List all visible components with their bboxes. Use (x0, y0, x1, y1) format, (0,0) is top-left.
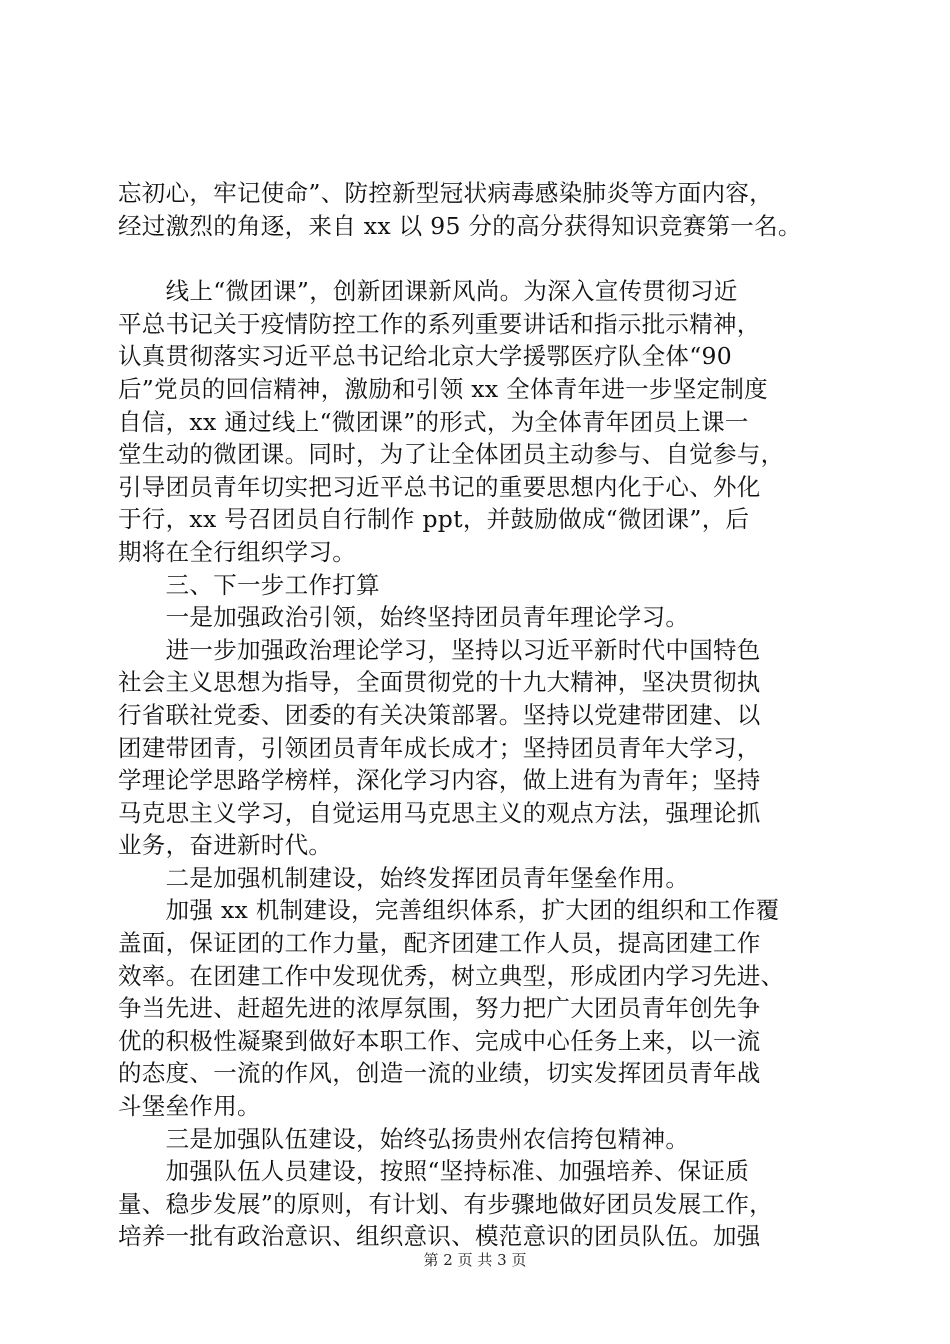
text-line: 加强 xx 机制建设，完善组织体系，扩大团的组织和工作覆 (118, 896, 780, 925)
text-line: 自信，xx 通过线上“微团课”的形式，为全体青年团员上课一 (118, 407, 749, 436)
text-line: 学理论学思路学榜样，深化学习内容，做上进有为青年；坚持 (118, 766, 761, 795)
text-line: 行省联社党委、团委的有关决策部署。坚持以党建带团建、以 (118, 700, 761, 729)
text-line: 后”党员的回信精神，激励和引领 xx 全体青年进一步坚定制度 (118, 374, 768, 403)
paragraph (118, 1123, 838, 1156)
text-line: 于行，xx 号召团员自行制作 ppt，并鼓励做成“微团课”，后 (118, 505, 750, 534)
paragraph (118, 1155, 838, 1253)
text-line: 三、下一步工作打算 (118, 570, 380, 599)
paragraph (118, 634, 838, 862)
paragraph (118, 569, 838, 602)
text-line: 进一步加强政治理论学习，坚持以习近平新时代中国特色 (118, 635, 761, 664)
text-line: 效率。在团建工作中发现优秀，树立典型，形成团内学习先进、 (118, 961, 785, 990)
text-line: 培养一批有政治意识、组织意识、模范意识的团员队伍。加强 (118, 1222, 761, 1251)
text-line: 线上“微团课”，创新团课新风尚。为深入宣传贯彻习近 (118, 277, 738, 306)
text-line: 盖面，保证团的工作力量，配齐团建工作人员，提高团建工作 (118, 929, 761, 958)
paragraph (118, 862, 838, 895)
text-line: 团建带团青，引领团员青年成长成才；坚持团员青年大学习， (118, 733, 761, 762)
text-line: 引导团员青年切实把习近平总书记的重要思想内化于心、外化 (118, 472, 761, 501)
text-line: 马克思主义学习，自觉运用马克思主义的观点方法，强理论抓 (118, 798, 761, 827)
document-body (118, 177, 838, 1253)
text-line: 认真贯彻落实习近平总书记给北京大学援鄂医疗队全体“90 (118, 342, 733, 371)
text-line: 经过激烈的角逐，来自 xx 以 95 分的高分获得知识竞赛第一名。 (118, 211, 802, 240)
text-line: 争当先进、赶超先进的浓厚氛围，努力把广大团员青年创先争 (118, 994, 761, 1023)
text-line: 一是加强政治引领，始终坚持团员青年理论学习。 (118, 603, 690, 632)
text-line: 量、稳步发展”的原则，有计划、有步骤地做好团员发展工作， (118, 1189, 773, 1218)
paragraph (118, 601, 838, 634)
text-line: 期将在全行组织学习。 (118, 537, 356, 566)
text-line: 优的积极性凝聚到做好本职工作、完成中心任务上来，以一流 (118, 1026, 761, 1055)
paragraph (118, 894, 838, 1122)
text-line: 斗堡垒作用。 (118, 1092, 261, 1121)
text-line: 二是加强机制建设，始终发挥团员青年堡垒作用。 (118, 863, 690, 892)
text-line: 加强队伍人员建设，按照“坚持标准、加强培养、保证质 (118, 1157, 750, 1186)
text-line: 的态度、一流的作风，创造一流的业绩，切实发挥团员青年战 (118, 1059, 761, 1088)
text-line: 社会主义思想为指导，全面贯彻党的十九大精神，坚决贯彻执 (118, 668, 761, 697)
paragraph (118, 177, 838, 242)
text-line: 三是加强队伍建设，始终弘扬贵州农信挎包精神。 (118, 1124, 690, 1153)
page-footer: 第 2 页 共 3 页 (423, 1251, 527, 1269)
paragraph (118, 275, 838, 568)
text-line: 堂生动的微团课。同时，为了让全体团员主动参与、自觉参与， (118, 440, 785, 469)
text-line: 业务，奋进新时代。 (118, 831, 333, 860)
text-line: 平总书记关于疫情防控工作的系列重要讲话和指示批示精神， (118, 309, 761, 338)
text-line: 忘初心，牢记使命”、防控新型冠状病毒感染肺炎等方面内容， (118, 179, 773, 207)
